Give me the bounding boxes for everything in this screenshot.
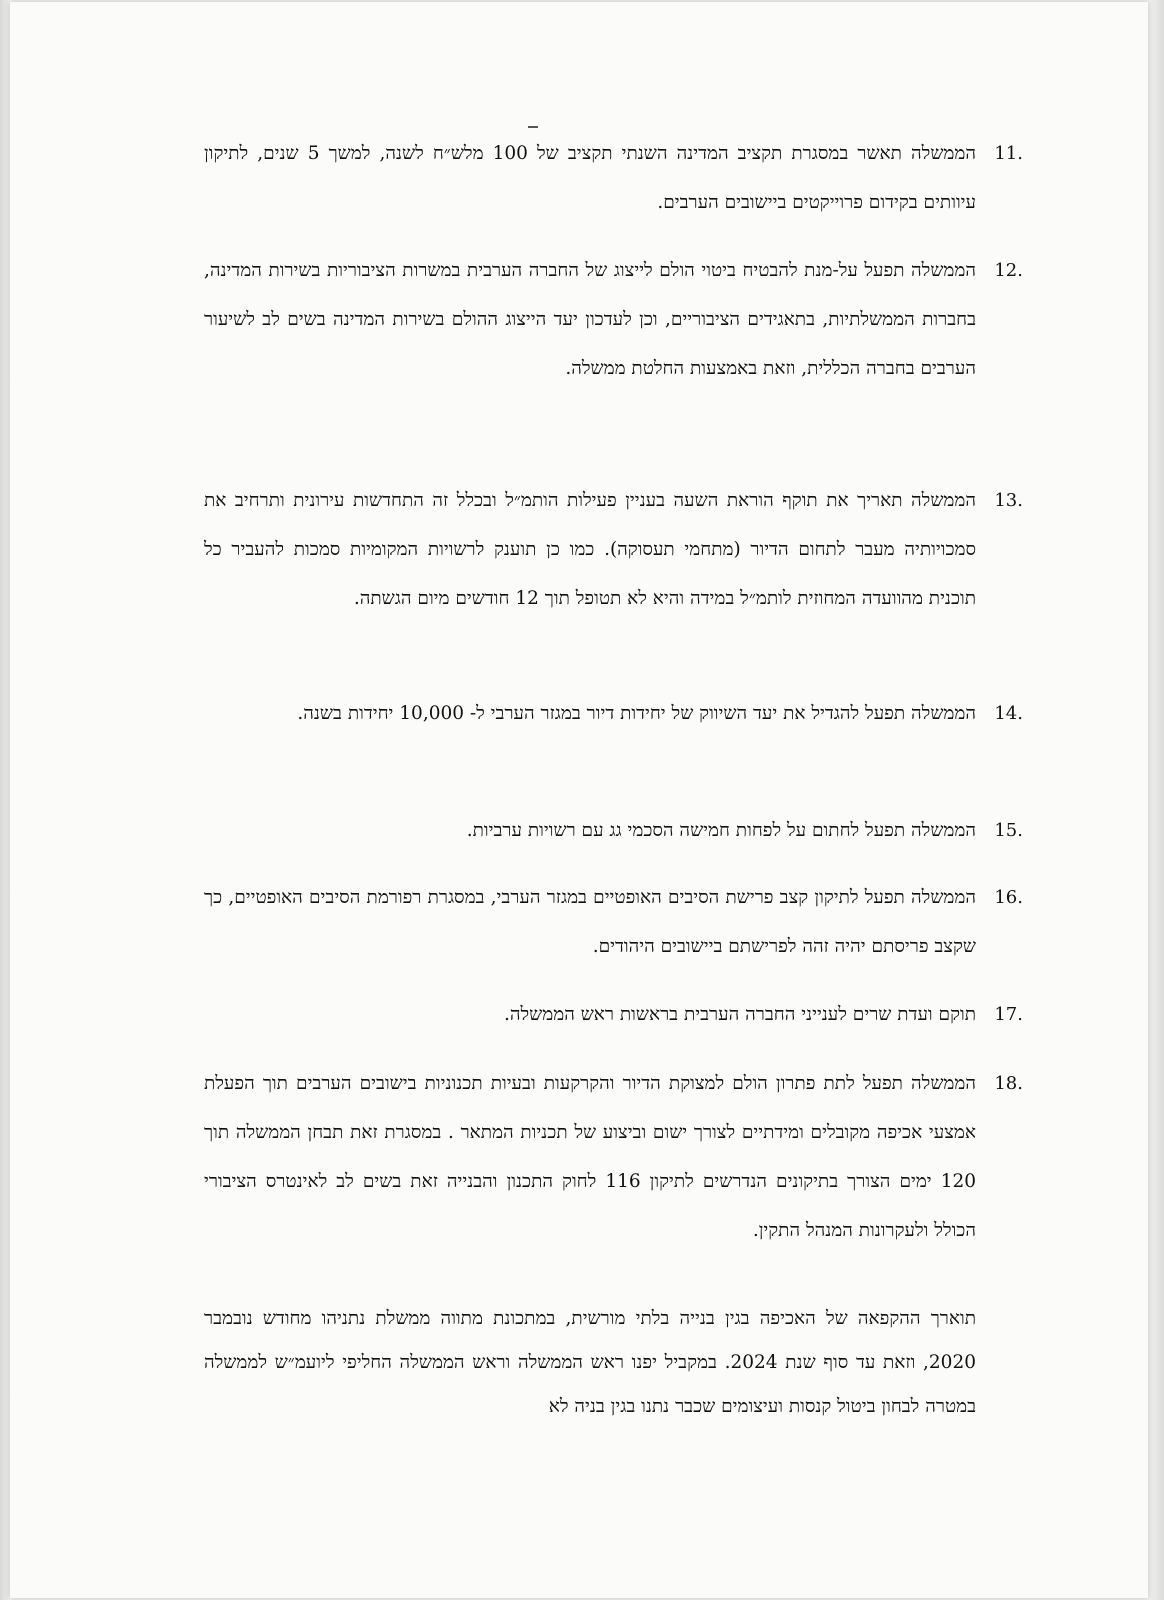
page-mark [528, 126, 538, 128]
clause-11 [204, 129, 1023, 227]
clause-text: הממשלה תפעל לתת פתרון הולם למצוקת הדיור והקרקעות ובעיות תכנוניות בישובים הערבים תוך הפעלת אמצעי אכיפה מקובלים ומידתיים לצורך ישום וביצוע של תכניות המתאר . במסגרת זאת תבחן הממשלה תוך 120 ימים הצורך בתיקונים הנדרשים לתיקון 116 לחוק התכנון והבנייה זאת בשים לב לאינטרס הציבורי הכולל ולעקרונות המנהל התקין. [204, 1073, 977, 1241]
clause-number: 17. [994, 1004, 1023, 1025]
clause-text: הממשלה תפעל לחתום על לפחות חמישה הסכמי גג עם רשויות ערביות. [466, 820, 976, 841]
clause-number: 16. [994, 887, 1023, 908]
clause-text: הממשלה תפעל לתיקון קצב פרישת הסיבים האופטיים במגזר הערבי, במסגרת רפורמת הסיבים האופטיים, כך שקצב פריסתם יהיה זהה לפרישתם ביישובים היהודים. [204, 887, 976, 957]
clause-number: 18. [994, 1073, 1023, 1094]
clause-18 [204, 1059, 1023, 1255]
clause-number: 11. [994, 143, 1023, 164]
clause-number: 15. [994, 820, 1023, 841]
clause-text: הממשלה תאריך את תוקף הוראת השעה בעניין פעילות הותמ״ל ובכלל זה התחדשות עירונית ותרחיב את סמכויותיה מעבר לתחום הדיור (מתחמי תעסוקה). כמו כן תוענק לרשויות המקומיות סמכות להעביר כל תוכנית מהוועדה המחוזית לותמ״ל במידה והיא לא תטופל תוך 12 חודשים מיום הגשתה. [204, 490, 976, 609]
clause-number: 12. [994, 260, 1023, 281]
clause-16 [204, 873, 1023, 971]
clause-text: תוקם ועדת שרים לענייני החברה הערבית בראשות ראש הממשלה. [503, 1004, 976, 1025]
clause-17 [204, 990, 1023, 1039]
clause-number: 14. [994, 703, 1023, 724]
clause-text: הממשלה תפעל להגדיל את יעד השיווק של יחידות דיור במגזר הערבי ל- 10,000 יחידות בשנה. [297, 703, 976, 724]
clause-text: הממשלה תאשר במסגרת תקציב המדינה השנתי תקציב של 100 מלש״ח לשנה, למשך 5 שנים, לתיקון עיוותים בקידום פרוייקטים ביישובים הערבים. [204, 143, 976, 213]
clause-13 [204, 476, 1023, 623]
clause-number: 13. [994, 490, 1023, 511]
clause-15 [204, 806, 1023, 855]
clause-14 [204, 689, 1023, 738]
clause-12 [204, 246, 1023, 393]
clause-text: הממשלה תפעל על-מנת להבטיח ביטוי הולם לייצוג של החברה הערבית במשרות הציבוריות בשירות המדינה, בחברות הממשלתיות, בתאגידים הציבוריים, וכן לעדכון יעד הייצוג ההולם בשירות המדינה בשים לב לשיעור הערבים בחברה הכללית, וזאת באמצעות החלטת ממשלה. [204, 260, 976, 379]
closing-paragraph: תוארך ההקפאה של האכיפה בגין בנייה בלתי מורשית, במתכונת מתווה ממשלת נתניהו מחודש נובמבר 2020, וזאת עד סוף שנת 2024. במקביל יפנו ראש הממשלה וראש הממשלה החליפי ליועמ״ש לממשלה במטרה לבחון ביטול קנסות ועיצומים שכבר נתנו בגין בניה לא [204, 1308, 976, 1417]
